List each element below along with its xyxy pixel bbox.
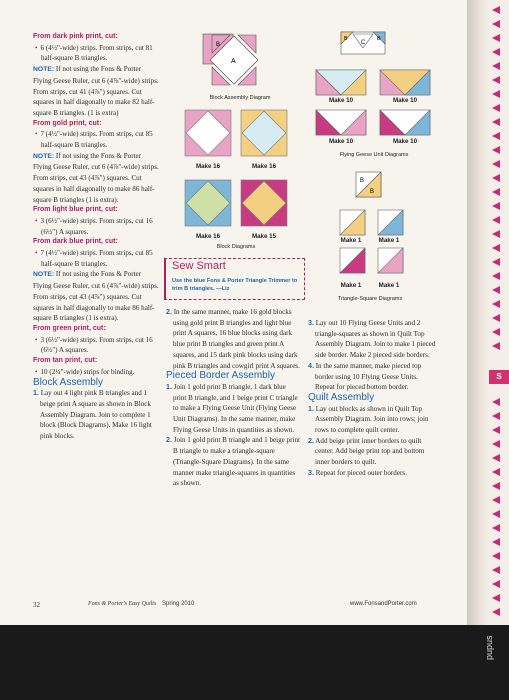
- edge-triangle: [492, 76, 500, 84]
- edge-triangle: [492, 6, 500, 14]
- step-text: Lay out 10 Flying Geese Units and 2 triangle-squares as shown in Quilt Top Assembly Diagram. Join to make 1 pieced side border. Make 2 pieced side borders.: [313, 319, 436, 360]
- note-2: [33, 151, 159, 206]
- edge-triangle: [492, 524, 500, 532]
- make-label: Make 16: [195, 233, 221, 240]
- page-number: 32: [33, 601, 40, 609]
- block-diagrams-caption: Block Diagrams: [216, 244, 256, 250]
- fg-unit: [380, 70, 430, 95]
- note-label: NOTE:: [33, 66, 55, 74]
- edge-triangle: [492, 398, 500, 406]
- edge-triangle: [492, 160, 500, 168]
- flying-geese-assembly: [339, 30, 389, 60]
- ts-unit: [378, 248, 403, 273]
- edge-triangle: [492, 20, 500, 28]
- light-blue-heading: From light blue print, cut:: [33, 206, 118, 214]
- edge-triangle: [492, 580, 500, 588]
- fg-unit: [316, 110, 366, 135]
- svg-text:A: A: [231, 58, 236, 65]
- step-number: 3.: [308, 468, 314, 477]
- edge-triangle: [492, 230, 500, 238]
- svg-text:B: B: [370, 189, 375, 195]
- edge-triangle: [492, 426, 500, 434]
- issue-date: Spring 2010: [162, 601, 195, 607]
- quilt-step-3: [308, 468, 438, 479]
- edge-triangle: [492, 62, 500, 70]
- make-label: Make 1: [340, 282, 362, 289]
- quilt-assembly-title: Quilt Assembly: [308, 391, 375, 403]
- assembly-column: [308, 318, 438, 479]
- step-text: Join 1 gold print B triangle, 1 dark blue print B triangle, and 1 beige print C triangle to make a Flying Geese Unit (Flying Geese Unit Diagrams). In the same manner, make Flying Geese Units in quantities as shown.: [171, 382, 298, 434]
- make-label: Make 1: [378, 282, 400, 289]
- edge-triangle: [492, 566, 500, 574]
- edge-triangle: [492, 454, 500, 462]
- block-assembly-column: [166, 307, 300, 489]
- make-label: Make 10: [392, 97, 418, 104]
- step-text: In the same manner, make 16 gold blocks using gold print B triangles and light blue print A squares, 16 blue blocks using dark blue print B triangles and green print A squares, and 15 dark pink blocks using dark pink B triangles and cowgirl print A squares.: [171, 308, 300, 370]
- block-assembly-diagram: [190, 30, 290, 96]
- edge-triangle: [492, 496, 500, 504]
- cutting-column: [33, 32, 159, 442]
- edge-triangle: [492, 188, 500, 196]
- quilt-step-2: [308, 436, 438, 468]
- sew-smart-box: [164, 258, 305, 300]
- fg-unit: [316, 70, 366, 95]
- watermark-text: pupus: [484, 635, 494, 660]
- pieced-step-2: [166, 435, 300, 489]
- note-label: NOTE:: [33, 152, 55, 160]
- gold-instruction: • 7 (4½"-wide) strips. From strips, cut 85 half-square B triangles.: [33, 129, 159, 150]
- edge-triangle: [492, 258, 500, 266]
- note-text: If not using the Fons & Porter Flying Geese Ruler, cut 6 (4⅞"-wide) strips. From strips, cut 41 (4⅞") squares. Cut squares in half diagonally to make 82 half-square B triangles. (1 is extra): [33, 65, 159, 117]
- note-text: If not using the Fons & Porter Flying Geese Ruler, cut 6 (4⅞"-wide) strips. From strips, cut 43 (4⅞") squares. Cut squares in half diagonally to make 86 half-square B triangles (1 is extra).: [33, 270, 159, 323]
- triangle-square-caption: Triangle-Square Diagrams: [337, 296, 403, 302]
- step-number: 2.: [166, 436, 172, 445]
- dark-pink-heading: From dark pink print, cut:: [33, 33, 118, 40]
- edge-triangle: [492, 594, 500, 602]
- make-label: Make 1: [378, 237, 400, 244]
- pieced-step-1: [166, 382, 300, 436]
- svg-text:B: B: [216, 42, 221, 48]
- website-url: www.FonsandPorter.com: [350, 601, 417, 607]
- edge-triangle: [492, 104, 500, 112]
- make-label: Make 16: [251, 163, 277, 170]
- note-3: [33, 269, 159, 324]
- edge-triangle: [492, 440, 500, 448]
- fg-unit: [380, 110, 430, 135]
- side-tab: S: [489, 370, 509, 384]
- svg-text:C: C: [361, 40, 366, 46]
- svg-text:B: B: [360, 178, 365, 184]
- note-1: [33, 64, 159, 119]
- note-label: NOTE:: [33, 271, 55, 279]
- make-label: Make 1: [340, 237, 362, 244]
- pieced-border-title: Pieced Border Assembly: [166, 370, 275, 382]
- tan-heading: From tan print, cut:: [33, 357, 98, 365]
- svg-text:B: B: [377, 36, 381, 42]
- blue-block: [185, 180, 231, 226]
- triangle-square-assembly: [355, 171, 383, 199]
- tan-instruction: • 10 (2¼"-wide) strips for binding.: [33, 367, 159, 378]
- pieced-step-4: [308, 361, 438, 393]
- make-label: Make 16: [195, 163, 221, 170]
- block-assembly-caption: Block Assembly Diagram: [209, 95, 271, 101]
- edge-triangle: [492, 90, 500, 98]
- edge-triangle: [492, 34, 500, 42]
- edge-triangle: [492, 552, 500, 560]
- edge-triangle: [492, 412, 500, 420]
- sew-smart-tip: Use the blue Fons & Porter Triangle Trimmer to trim B triangles. —Liz: [172, 278, 298, 292]
- edge-triangle: [492, 244, 500, 252]
- flying-geese-caption: Flying Geese Unit Diagrams: [339, 152, 409, 158]
- magazine-title: Fons & Porter's Easy Quilts: [88, 601, 157, 607]
- step-number: 2.: [166, 308, 172, 316]
- sew-smart-title: Sew Smart: [172, 260, 226, 272]
- green-heading: From green print, cut:: [33, 324, 106, 332]
- step-number: 2.: [308, 436, 314, 445]
- dark-pink-instruction: • 6 (4½"-wide) strips. From strips, cut 81 half-square B triangles.: [33, 43, 159, 64]
- block-step-1: [33, 388, 159, 442]
- edge-triangle: [492, 300, 500, 308]
- edge-triangle: [492, 48, 500, 56]
- dark-pink-block: [241, 180, 287, 226]
- edge-triangle: [492, 272, 500, 280]
- make-label: Make 10: [328, 97, 354, 104]
- edge-triangle: [492, 468, 500, 476]
- dark-blue-instruction: • 7 (4½"-wide) strips. From strips, cut 85 half-square B triangles.: [33, 248, 159, 269]
- step-number: 1.: [308, 404, 314, 413]
- step-number: 3.: [308, 319, 314, 327]
- edge-triangle: [492, 328, 500, 336]
- edge-triangle: [492, 202, 500, 210]
- step-text: Lay out blocks as shown in Quilt Top Assembly Diagram. Join into rows; join rows to complete quilt center.: [313, 404, 429, 435]
- edge-triangle: [492, 510, 500, 518]
- svg-text:B: B: [344, 36, 348, 42]
- edge-triangle: [492, 216, 500, 224]
- quilt-step-1: [308, 404, 438, 436]
- dark-blue-heading: From dark blue print, cut:: [33, 238, 118, 246]
- block-step-2: [166, 307, 300, 371]
- make-label: Make 15: [251, 233, 277, 240]
- step-number: 1.: [166, 382, 172, 391]
- green-instruction: • 3 (6½"-wide) strips. From strips, cut 16 (6½") A squares.: [33, 335, 159, 356]
- make-label: Make 10: [392, 138, 418, 145]
- step-text: In the same manner, make pieced top border using 10 Flying Geese Units. Repeat for pieced bottom border.: [313, 361, 422, 392]
- step-text: Add beige print inner borders to quilt center. Add beige print top and bottom inner borders to quilt.: [313, 436, 425, 467]
- pieced-step-3: [308, 318, 438, 361]
- edge-triangle: [492, 132, 500, 140]
- edge-triangle: [492, 608, 500, 616]
- edge-triangle: [492, 314, 500, 322]
- scan-background: [0, 625, 509, 700]
- edge-triangle: [492, 342, 500, 350]
- pink-block: [185, 110, 231, 156]
- edge-triangle: [492, 118, 500, 126]
- note-text: If not using the Fons & Porter Flying Geese Ruler, cut 6 (4⅞"-wide) strips. From strips, cut 43 (4⅞") squares. Cut squares in half diagonally to make 86 half-square B triangles (1 is extra).: [33, 151, 159, 204]
- edge-triangle: [492, 174, 500, 182]
- step-text: Join 1 gold print B triangle and 1 beige print B triangle to make a triangle-square (Triangle-Square Diagrams). In the same manner make triangle-squares in quantities as shown.: [171, 436, 300, 488]
- step-number: 1.: [33, 389, 39, 398]
- ts-unit: [340, 210, 365, 235]
- step-text: Lay out 4 light pink B triangles and 1 beige print A square as shown in Block Assembly Diagram. Join to complete 1 block (Block Diagrams). Make 16 light pink blocks.: [38, 389, 152, 441]
- edge-triangle: [492, 286, 500, 294]
- make-label: Make 10: [328, 138, 354, 145]
- block-assembly-title: Block Assembly: [33, 376, 104, 388]
- edge-triangle: [492, 146, 500, 154]
- step-number: 4.: [308, 361, 314, 370]
- gold-block: [241, 110, 287, 156]
- ts-unit: [378, 210, 403, 235]
- light-blue-instruction: • 3 (6½"-wide) strips. From strips, cut 16 (6½") A squares.: [33, 216, 159, 237]
- edge-triangle: [492, 538, 500, 546]
- edge-triangle: [492, 482, 500, 490]
- ts-unit: [340, 248, 365, 273]
- gold-heading: From gold print, cut:: [33, 119, 102, 127]
- step-text: Repeat for pieced outer borders.: [313, 468, 407, 477]
- block-diagrams: [183, 108, 293, 238]
